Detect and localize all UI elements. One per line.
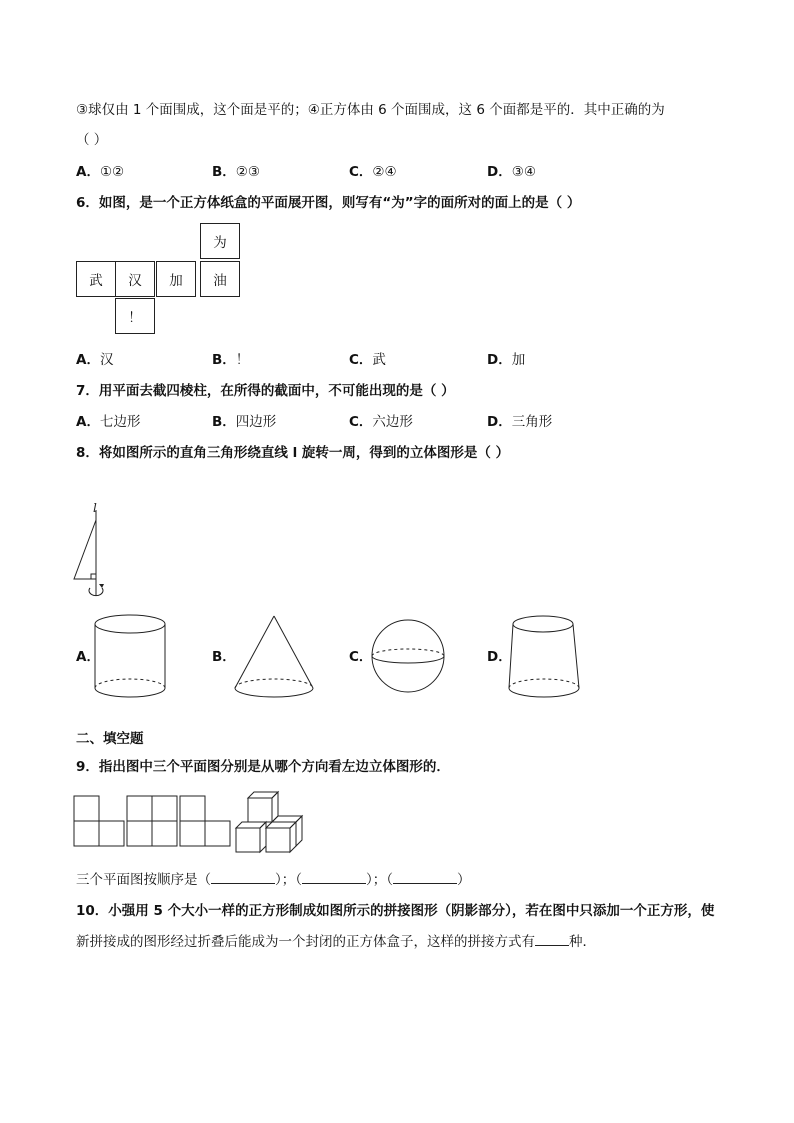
q10-line-1: 10．小强用 5 个大小一样的正方形制成如图所示的拼接图形（阴影部分），若在图中只添加一个正方形，使 xyxy=(76,903,715,919)
right-triangle xyxy=(74,520,96,579)
frustum-shape xyxy=(505,610,595,700)
q7-option-d: D．三角形 xyxy=(487,414,553,430)
q8-stem: 8．将如图所示的直角三角形绕直线 l 旋转一周，得到的立体图形是（ ） xyxy=(76,445,510,461)
right-triangle-figure xyxy=(66,500,126,600)
net-cell-you: 油 xyxy=(200,261,240,297)
q8-option-a-label: A． xyxy=(76,649,100,665)
q6-option-b: B．！ xyxy=(212,352,250,368)
q5-continuation: ③球仅由 1 个面围成，这个面是平的；④正方体由 6 个面围成，这 6 个面都是平的．其中正确的为 xyxy=(76,102,665,118)
q8-option-b-label: B． xyxy=(212,649,236,665)
q8-option-d-label: D． xyxy=(487,649,512,665)
q9-blank-2[interactable] xyxy=(302,871,366,884)
view-1 xyxy=(74,796,124,846)
q9-stem: 9．指出图中三个平面图分别是从哪个方向看左边立体图形的． xyxy=(76,759,450,775)
q9-blank-1[interactable] xyxy=(211,871,275,884)
q7-option-b: B．四边形 xyxy=(212,414,277,430)
q7-option-c: C．六边形 xyxy=(349,414,413,430)
section-heading: 二、填空题 xyxy=(76,731,144,747)
view-2 xyxy=(127,796,177,846)
net-cell-jia: 加 xyxy=(156,261,196,297)
net-cell-han: 汉 xyxy=(115,261,155,297)
q9-blank-3[interactable] xyxy=(393,871,457,884)
q6-stem: 6．如图，是一个正方体纸盒的平面展开图，则写有“为”字的面所对的面上的是（ ） xyxy=(76,195,581,211)
right-angle-mark xyxy=(91,574,96,579)
q7-stem: 7．用平面去截四棱柱，在所得的截面中，不可能出现的是（ ） xyxy=(76,383,455,399)
net-cell-wu: 武 xyxy=(76,261,116,297)
q9-view-figures xyxy=(72,792,312,862)
q5-option-d: D．③④ xyxy=(487,164,536,180)
q5-option-b: B．②③ xyxy=(212,164,261,180)
q6-option-c: C．武 xyxy=(349,352,386,368)
q10-blank[interactable] xyxy=(535,933,569,946)
q5-option-a: A．①② xyxy=(76,164,125,180)
stacked-cubes-solid xyxy=(236,792,302,852)
q9-answer-line: 三个平面图按顺序是（ ）；（ ）；（ ） xyxy=(76,872,471,888)
q7-option-a: A．七边形 xyxy=(76,414,141,430)
cylinder-shape xyxy=(90,610,170,700)
q5-answer-paren: （ ） xyxy=(76,132,108,148)
q5-option-c: C．②④ xyxy=(349,164,397,180)
q10-line-2: 新拼接成的图形经过折叠后能成为一个封闭的正方体盒子，这样的拼接方式有 种． xyxy=(76,934,596,950)
q8-option-c-label: C． xyxy=(349,649,373,665)
net-cell-wei: 为 xyxy=(200,223,240,259)
cone-shape xyxy=(230,610,320,700)
net-cell-exclaim: ！ xyxy=(115,298,155,334)
sphere-shape xyxy=(370,618,450,698)
axis-label-l: l xyxy=(93,501,97,515)
view-3 xyxy=(180,796,230,846)
rotation-arrowhead xyxy=(99,584,104,588)
q6-option-d: D．加 xyxy=(487,352,526,368)
q6-option-a: A．汉 xyxy=(76,352,114,368)
